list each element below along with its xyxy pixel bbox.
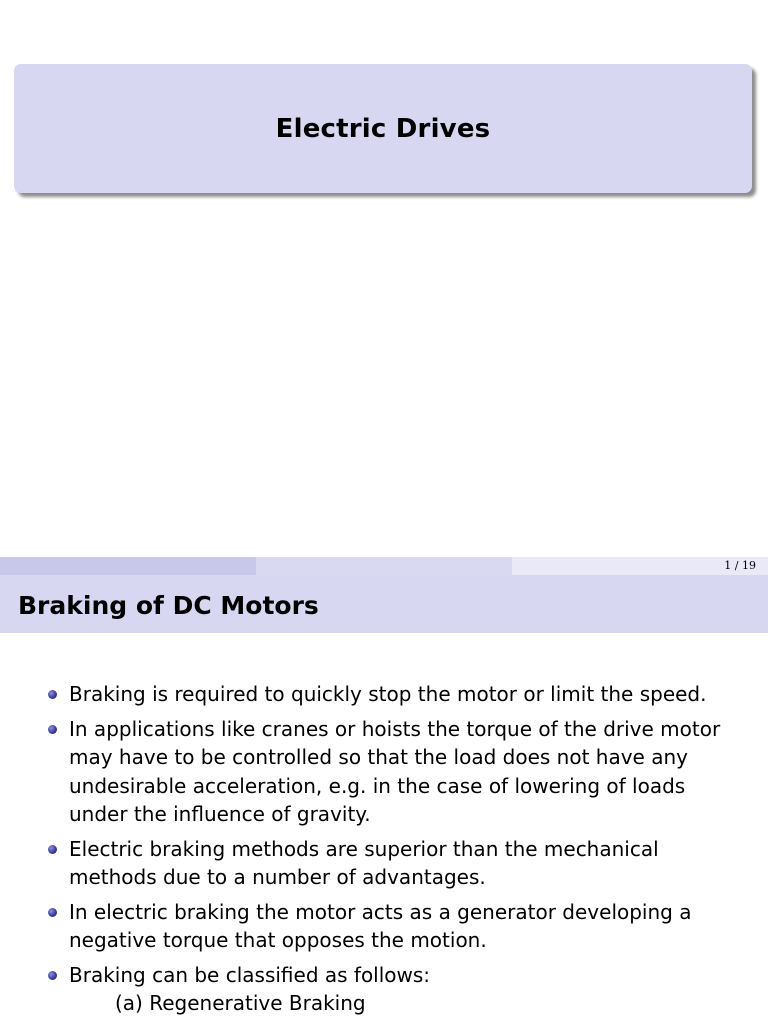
bullet-text: Electric braking methods are superior than the mechanical methods due to a number of advantages.	[69, 836, 659, 889]
title-box	[14, 64, 752, 193]
list-item	[46, 715, 746, 829]
bullet-icon	[48, 845, 57, 854]
bullet-icon	[48, 725, 57, 734]
bullet-list	[46, 680, 746, 1018]
bullet-icon	[48, 908, 57, 917]
bullet-text: Braking is required to quickly stop the motor or limit the speed.	[69, 682, 707, 706]
presentation-title: Electric Drives	[275, 113, 491, 144]
slide-content	[46, 680, 746, 1024]
frame-title-bar	[0, 575, 768, 633]
page-number: 1 / 19	[724, 559, 756, 572]
bullet-text: In applications like cranes or hoists the torque of the drive motor may have to be controlled so that the load does not have any undesirable acceleration, e.g. in the case of lowering of loads under the influence of gravity.	[69, 716, 721, 826]
list-item	[46, 680, 746, 709]
list-item	[46, 898, 746, 955]
sub-item-regenerative-braking: (a) Regenerative Braking	[115, 991, 366, 1015]
bullet-icon	[48, 690, 57, 699]
list-item	[46, 835, 746, 892]
frame-title: Braking of DC Motors	[18, 591, 319, 620]
bullet-text: Braking can be classified as follows:	[69, 962, 431, 987]
navigation-segment-1	[0, 557, 256, 575]
navigation-bar	[0, 557, 768, 575]
bullet-icon	[48, 971, 57, 980]
list-item	[46, 961, 746, 1018]
bullet-text: In electric braking the motor acts as a generator developing a negative torque that opposes the motion.	[69, 899, 692, 952]
navigation-segment-2	[256, 557, 512, 575]
